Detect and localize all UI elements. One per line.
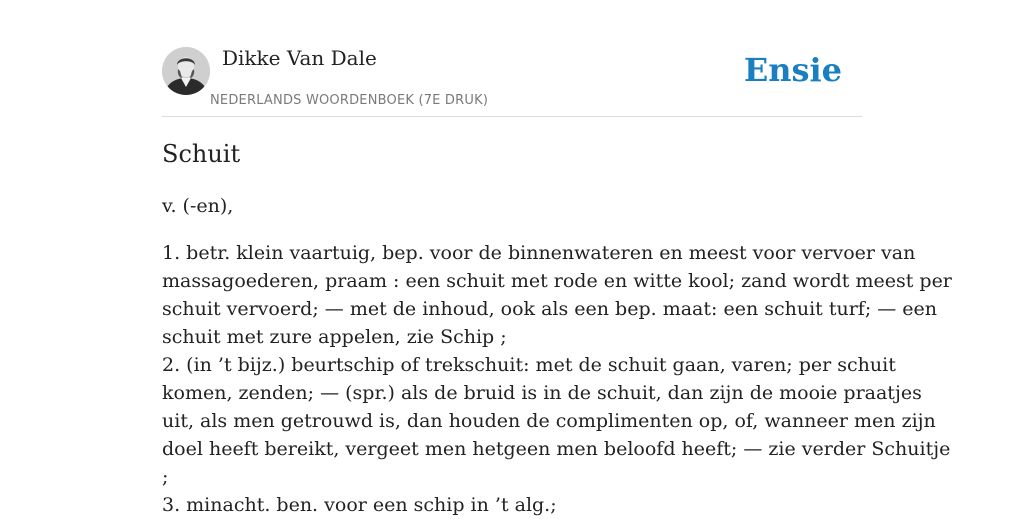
definition-line: schuit vervoerd; — met de inhoud, ook als een bep. maat: een schuit turf; — een xyxy=(162,298,938,320)
book-subtitle[interactable]: NEDERLANDS WOORDENBOEK (7E DRUK) xyxy=(210,93,489,108)
author-name[interactable]: Dikke Van Dale xyxy=(222,46,377,70)
brand-logo[interactable]: Ensie xyxy=(743,51,842,89)
definition-line: massagoederen, praam : een schuit met rode en witte kool; zand wordt meest per xyxy=(162,270,952,292)
definition-line: 2. (in ’t bijz.) beurtschip of trekschuit: met de schuit gaan, varen; per schuit xyxy=(162,354,896,376)
entry-grammar: v. (-en), xyxy=(162,195,234,217)
header xyxy=(162,0,862,117)
definition-line: doel heeft bereikt, vergeet men hetgeen men beloofd heeft; — zie verder Schuitje xyxy=(162,438,951,460)
page xyxy=(162,0,952,516)
author-avatar[interactable] xyxy=(162,47,210,95)
definition-line: 1. betr. klein vaartuig, bep. voor de binnenwateren en meest voor vervoer van xyxy=(162,242,916,264)
definition-line: schuit met zure appelen, zie Schip ; xyxy=(162,326,507,348)
definition-line: uit, als men getrouwd is, dan houden de complimenten op, of, wanneer men zijn xyxy=(162,410,936,432)
definition-line: komen, zenden; — (spr.) als de bruid is in de schuit, dan zijn de mooie praatjes xyxy=(162,382,922,404)
entry-definition xyxy=(162,239,952,519)
entry-title: Schuit xyxy=(162,140,241,168)
definition-line: ; xyxy=(162,466,169,488)
portrait-icon xyxy=(162,47,210,95)
definition-line: 3. minacht. ben. voor een schip in ’t alg.; xyxy=(162,494,557,516)
